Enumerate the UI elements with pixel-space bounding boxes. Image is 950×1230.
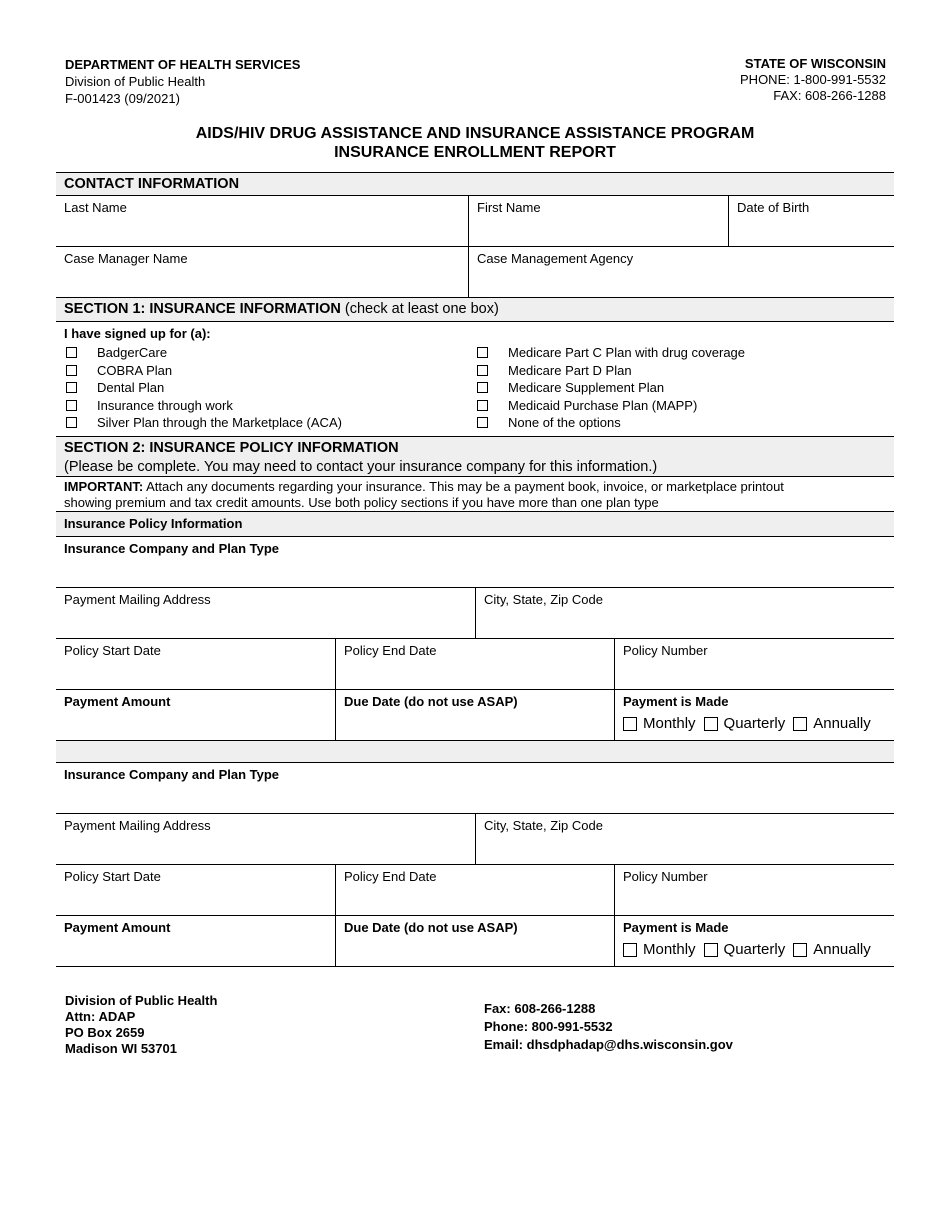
checkbox[interactable] [66,417,77,428]
option-medicare-c[interactable] [475,344,886,362]
policy2-end-field[interactable] [335,865,614,915]
dob-label: Date of Birth [737,200,810,215]
checkbox[interactable] [623,943,637,957]
coverage-options [56,342,894,434]
policy1-start-field[interactable] [56,639,335,689]
policy1-address-row [56,588,894,639]
option-monthly[interactable] [623,715,696,732]
option-dental[interactable] [64,379,475,397]
payment-frequency-options [623,715,886,732]
policy2-dates-row [56,865,894,916]
start-label: Policy Start Date [64,869,161,884]
dob-field[interactable] [728,196,894,246]
payment-made-label: Payment is Made [623,694,729,709]
footer-attn: Attn: ADAP [65,1009,136,1024]
monthly-label: Monthly [643,715,696,732]
footer-division: Division of Public Health [65,993,218,1008]
policy2-number-field[interactable] [614,865,894,915]
checkbox[interactable] [477,400,488,411]
checkbox[interactable] [477,365,488,376]
last-name-label: Last Name [64,200,127,215]
policy2-address-row [56,814,894,865]
section1-title: SECTION 1: INSURANCE INFORMATION [64,301,341,317]
checkbox[interactable] [704,943,718,957]
policy2-amount-field[interactable] [56,916,335,966]
payment-made-label: Payment is Made [623,920,729,935]
option-label: Medicaid Purchase Plan (MAPP) [508,397,698,413]
due-label: Due Date (do not use ASAP) [344,920,518,935]
number-label: Policy Number [623,643,708,658]
policy1-due-field[interactable] [335,690,614,740]
title-line-1: AIDS/HIV DRUG ASSISTANCE AND INSURANCE ASSISTANCE PROGRAM [195,125,755,142]
option-label: Insurance through work [97,397,233,413]
policy-info-header-row [56,512,894,537]
header-fax: FAX: 608-266-1288 [773,88,886,103]
option-quarterly[interactable] [704,715,786,732]
mailing-label: Payment Mailing Address [64,592,211,607]
due-label: Due Date (do not use ASAP) [344,694,518,709]
section2-header-row [56,436,894,477]
checkbox[interactable] [477,382,488,393]
monthly-label: Monthly [643,941,696,958]
option-medicare-d[interactable] [475,362,886,380]
policy1-city-field[interactable] [475,588,894,638]
mailing-label: Payment Mailing Address [64,818,211,833]
option-quarterly[interactable] [704,941,786,958]
option-silver-plan[interactable] [64,414,475,432]
division-name: Division of Public Health [65,74,206,89]
option-label: COBRA Plan [97,362,173,378]
option-annually[interactable] [793,941,871,958]
policy1-frequency-field [614,690,894,740]
policy-info-heading: Insurance Policy Information [64,516,243,531]
option-work[interactable] [64,397,475,415]
state-name: STATE OF WISCONSIN [744,56,886,71]
footer-fax: Fax: 608-266-1288 [484,1001,596,1016]
amount-label: Payment Amount [64,694,171,709]
important-text: Attach any documents regarding your insurance. This may be a payment book, invoice, or marketplace printout showing premium and tax credit amounts. Use both policy sections if you have more than one plan type [64,479,784,510]
important-row [56,477,894,512]
checkbox[interactable] [66,382,77,393]
header-phone: PHONE: 1-800-991-5532 [740,72,886,87]
start-label: Policy Start Date [64,643,161,658]
option-label: BadgerCare [97,345,168,361]
option-label: None of the options [508,415,621,431]
option-none[interactable] [475,414,886,432]
policy2-frequency-field [614,916,894,966]
city-label: City, State, Zip Code [484,818,603,833]
checkbox[interactable] [704,717,718,731]
policy2-payment-row [56,916,894,967]
policy1-amount-field[interactable] [56,690,335,740]
policy1-payment-row [56,690,894,741]
policy2-due-field[interactable] [335,916,614,966]
agency-field[interactable] [468,247,894,297]
case-manager-field[interactable] [56,247,468,297]
checkbox[interactable] [623,717,637,731]
option-monthly[interactable] [623,941,696,958]
contact-details [484,1000,733,1054]
end-label: Policy End Date [344,643,437,658]
coverage-options-left [64,344,475,432]
policy1-mailing-field[interactable] [56,588,475,638]
policy1-company-field[interactable] [56,537,894,587]
option-medicare-supplement[interactable] [475,379,886,397]
department-name: DEPARTMENT OF HEALTH SERVICES [65,57,301,72]
contact-heading: CONTACT INFORMATION [64,176,240,192]
contact-header-row [56,172,894,196]
option-annually[interactable] [793,715,871,732]
amount-label: Payment Amount [64,920,171,935]
policy2-company-field[interactable] [56,763,894,813]
section2-title: SECTION 2: INSURANCE POLICY INFORMATION [64,440,399,456]
agency-label: Case Management Agency [477,251,634,266]
checkbox[interactable] [477,347,488,358]
section1-header-row [56,298,894,322]
checkbox[interactable] [793,717,807,731]
footer-phone: Phone: 800-991-5532 [484,1019,613,1034]
mailing-address [65,993,217,1057]
checkbox[interactable] [66,347,77,358]
section2-subheading: (Please be complete. You may need to contact your insurance company for this information.) [64,459,658,475]
checkbox[interactable] [793,943,807,957]
option-label: Dental Plan [97,380,165,396]
quarterly-label: Quarterly [723,715,786,732]
title-line-2: INSURANCE ENROLLMENT REPORT [334,144,616,161]
footer-po-box: PO Box 2659 [65,1025,145,1040]
contact-name-row [56,196,894,247]
city-label: City, State, Zip Code [484,592,603,607]
policy2-mailing-field[interactable] [56,814,475,864]
coverage-options-right [475,344,886,432]
policy2-start-field[interactable] [56,865,335,915]
section1-note: (check at least one box) [340,301,499,317]
checkbox[interactable] [66,400,77,411]
footer-email[interactable]: Email: dhsdphadap@dhs.wisconsin.gov [484,1037,733,1052]
option-label: Medicare Supplement Plan [508,380,665,396]
option-label: Medicare Part C Plan with drug coverage [508,345,746,361]
payment-frequency-options [623,941,886,958]
first-name-label: First Name [477,200,541,215]
policy1-number-field[interactable] [614,639,894,689]
important-note [56,477,816,511]
policy1-dates-row [56,639,894,690]
option-mapp[interactable] [475,397,886,415]
policy1-end-field[interactable] [335,639,614,689]
section1-body [56,322,894,436]
company-label: Insurance Company and Plan Type [64,541,280,556]
option-label: Silver Plan through the Marketplace (ACA) [97,415,342,431]
contact-case-row [56,247,894,298]
policy-separator [56,741,894,763]
agency-header [65,56,300,107]
section2-heading [56,437,665,476]
policy1-company-row [56,537,894,588]
footer-city: Madison WI 53701 [65,1041,177,1056]
policy2-company-row [56,763,894,814]
form-title [56,124,894,162]
important-label: IMPORTANT: [64,479,144,494]
last-name-field[interactable] [56,196,468,246]
company-label: Insurance Company and Plan Type [64,767,280,782]
checkbox[interactable] [477,417,488,428]
annually-label: Annually [813,715,871,732]
first-name-field[interactable] [468,196,728,246]
checkbox[interactable] [66,365,77,376]
state-header [740,56,886,104]
number-label: Policy Number [623,869,708,884]
quarterly-label: Quarterly [723,941,786,958]
end-label: Policy End Date [344,869,437,884]
annually-label: Annually [813,941,871,958]
policy2-city-field[interactable] [475,814,894,864]
case-manager-label: Case Manager Name [64,251,188,266]
form-id: F-001423 (09/2021) [65,91,180,106]
signed-up-label: I have signed up for (a): [64,326,211,341]
option-cobra[interactable] [64,362,475,380]
enrollment-form [56,172,894,967]
section1-heading [56,298,507,321]
option-badgercare[interactable] [64,344,475,362]
option-label: Medicare Part D Plan [508,362,632,378]
